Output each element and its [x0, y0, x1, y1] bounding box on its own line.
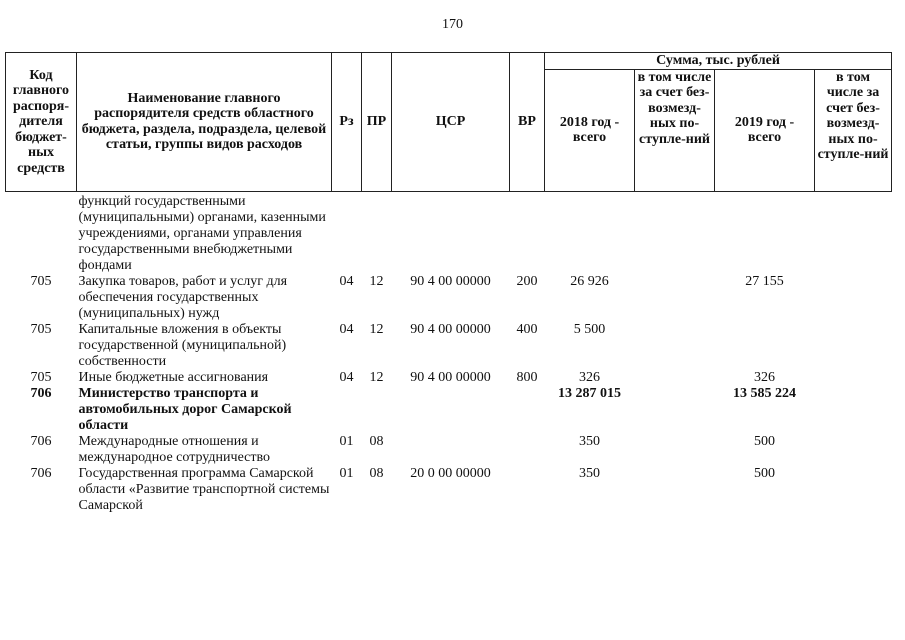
cell-rz: 04: [339, 273, 354, 289]
cell-name: Иные бюджетные ассигнования: [78, 369, 269, 385]
cell-2019-gratuitous: [815, 386, 892, 434]
cell-code: 706: [30, 385, 52, 401]
cell-name: Министерство транспорта и автомобильных дорог Самарской области: [78, 385, 292, 433]
cell-name: Капитальные вложения в объекты государственной (муниципальной) собственности: [78, 321, 287, 369]
page-number: 170: [442, 17, 463, 32]
cell-rz: [332, 191, 362, 274]
table-row: [6, 274, 892, 322]
cell-pr: 12: [369, 321, 384, 337]
cell-vr: [510, 466, 545, 514]
table-header: [6, 53, 892, 192]
cell-2018-gratuitous: [635, 370, 715, 386]
cell-2018-gratuitous: [635, 274, 715, 322]
cell-csr: 90 4 00 00000: [410, 321, 491, 337]
table-row: [6, 434, 892, 466]
cell-rz: 01: [339, 465, 354, 481]
cell-2019-total: 27 155: [745, 273, 784, 289]
cell-2018-total: 326: [579, 369, 600, 385]
header-name: Наименование главного распорядителя средств областного бюджета, раздела, подраздела, целевой статьи, группы видов расходов: [77, 53, 332, 192]
cell-vr: [510, 191, 545, 274]
cell-csr: 90 4 00 00000: [410, 273, 491, 289]
cell-2019-total: 326: [754, 369, 775, 385]
cell-pr: 12: [369, 369, 384, 385]
cell-rz: [332, 386, 362, 434]
cell-csr: [392, 386, 510, 434]
cell-pr: 08: [369, 465, 384, 481]
cell-2018-gratuitous: [635, 322, 715, 370]
table-row: [6, 370, 892, 386]
cell-2018-total: 26 926: [570, 273, 609, 289]
header-2019-gratuitous: в том числе за счет без-возмезд-ных по-ступле-ний: [815, 69, 892, 191]
cell-rz: 01: [339, 433, 354, 449]
cell-vr: [510, 386, 545, 434]
header-2018-total: 2018 год - всего: [545, 69, 635, 191]
cell-pr: 08: [369, 433, 384, 449]
header-code: Код главного распоря-дителя бюджет-ных средств: [6, 53, 77, 192]
budget-table: [5, 52, 892, 514]
cell-2019-total: 13 585 224: [733, 385, 796, 401]
cell-code: 705: [30, 369, 52, 385]
cell-2018-gratuitous: [635, 434, 715, 466]
header-pr: ПР: [362, 53, 392, 192]
table-row: [6, 191, 892, 274]
cell-csr: 20 0 00 00000: [410, 465, 491, 481]
table-row: [6, 466, 892, 514]
cell-2019-total: 500: [754, 433, 775, 449]
cell-csr: 90 4 00 00000: [410, 369, 491, 385]
cell-pr: [362, 191, 392, 274]
header-sum-group: Сумма, тыс. рублей: [545, 53, 892, 70]
cell-vr: 200: [516, 273, 538, 289]
cell-code: 705: [30, 273, 52, 289]
cell-code: [6, 191, 77, 274]
cell-2018-total: [545, 191, 635, 274]
cell-name: функций государственными (муниципальными) органами, казенными учреждениями, органами управления государственными внебюджетными фондами: [78, 193, 326, 273]
cell-2018-total: 350: [579, 465, 600, 481]
table-row-ministry: [6, 386, 892, 434]
cell-vr: [510, 434, 545, 466]
cell-2019-gratuitous: [815, 370, 892, 386]
cell-2019-gratuitous: [815, 322, 892, 370]
cell-2019-total: [715, 191, 815, 274]
header-2019-total: 2019 год - всего: [715, 69, 815, 191]
cell-2019-total: [715, 322, 815, 370]
cell-name: Государственная программа Самарской области «Развитие транспортной системы Самарской: [78, 465, 330, 513]
table-row: [6, 322, 892, 370]
cell-name: Международные отношения и международное сотрудничество: [78, 433, 270, 465]
cell-2018-gratuitous: [635, 466, 715, 514]
table-body: [6, 191, 892, 514]
cell-2018-total: 5 500: [573, 321, 606, 337]
cell-2019-total: 500: [754, 465, 775, 481]
cell-2018-total: 350: [579, 433, 600, 449]
cell-rz: 04: [339, 321, 354, 337]
cell-2019-gratuitous: [815, 191, 892, 274]
cell-code: 706: [30, 465, 52, 481]
cell-vr: 400: [516, 321, 538, 337]
cell-name: Закупка товаров, работ и услуг для обеспечения государственных (муниципальных) нужд: [78, 273, 288, 321]
cell-pr: [362, 386, 392, 434]
cell-2019-gratuitous: [815, 434, 892, 466]
cell-2019-gratuitous: [815, 274, 892, 322]
header-vr: ВР: [510, 53, 545, 192]
header-2018-gratuitous: в том числе за счет без-возмезд-ных по-ступле-ний: [635, 69, 715, 191]
cell-2019-gratuitous: [815, 466, 892, 514]
cell-vr: 800: [516, 369, 538, 385]
header-rz: Рз: [332, 53, 362, 192]
header-csr: ЦСР: [392, 53, 510, 192]
cell-2018-total: 13 287 015: [558, 385, 621, 401]
cell-csr: [392, 191, 510, 274]
cell-code: 706: [30, 433, 52, 449]
cell-csr: [392, 434, 510, 466]
cell-2018-gratuitous: [635, 191, 715, 274]
cell-pr: 12: [369, 273, 384, 289]
cell-code: 705: [30, 321, 52, 337]
cell-2018-gratuitous: [635, 386, 715, 434]
cell-rz: 04: [339, 369, 354, 385]
